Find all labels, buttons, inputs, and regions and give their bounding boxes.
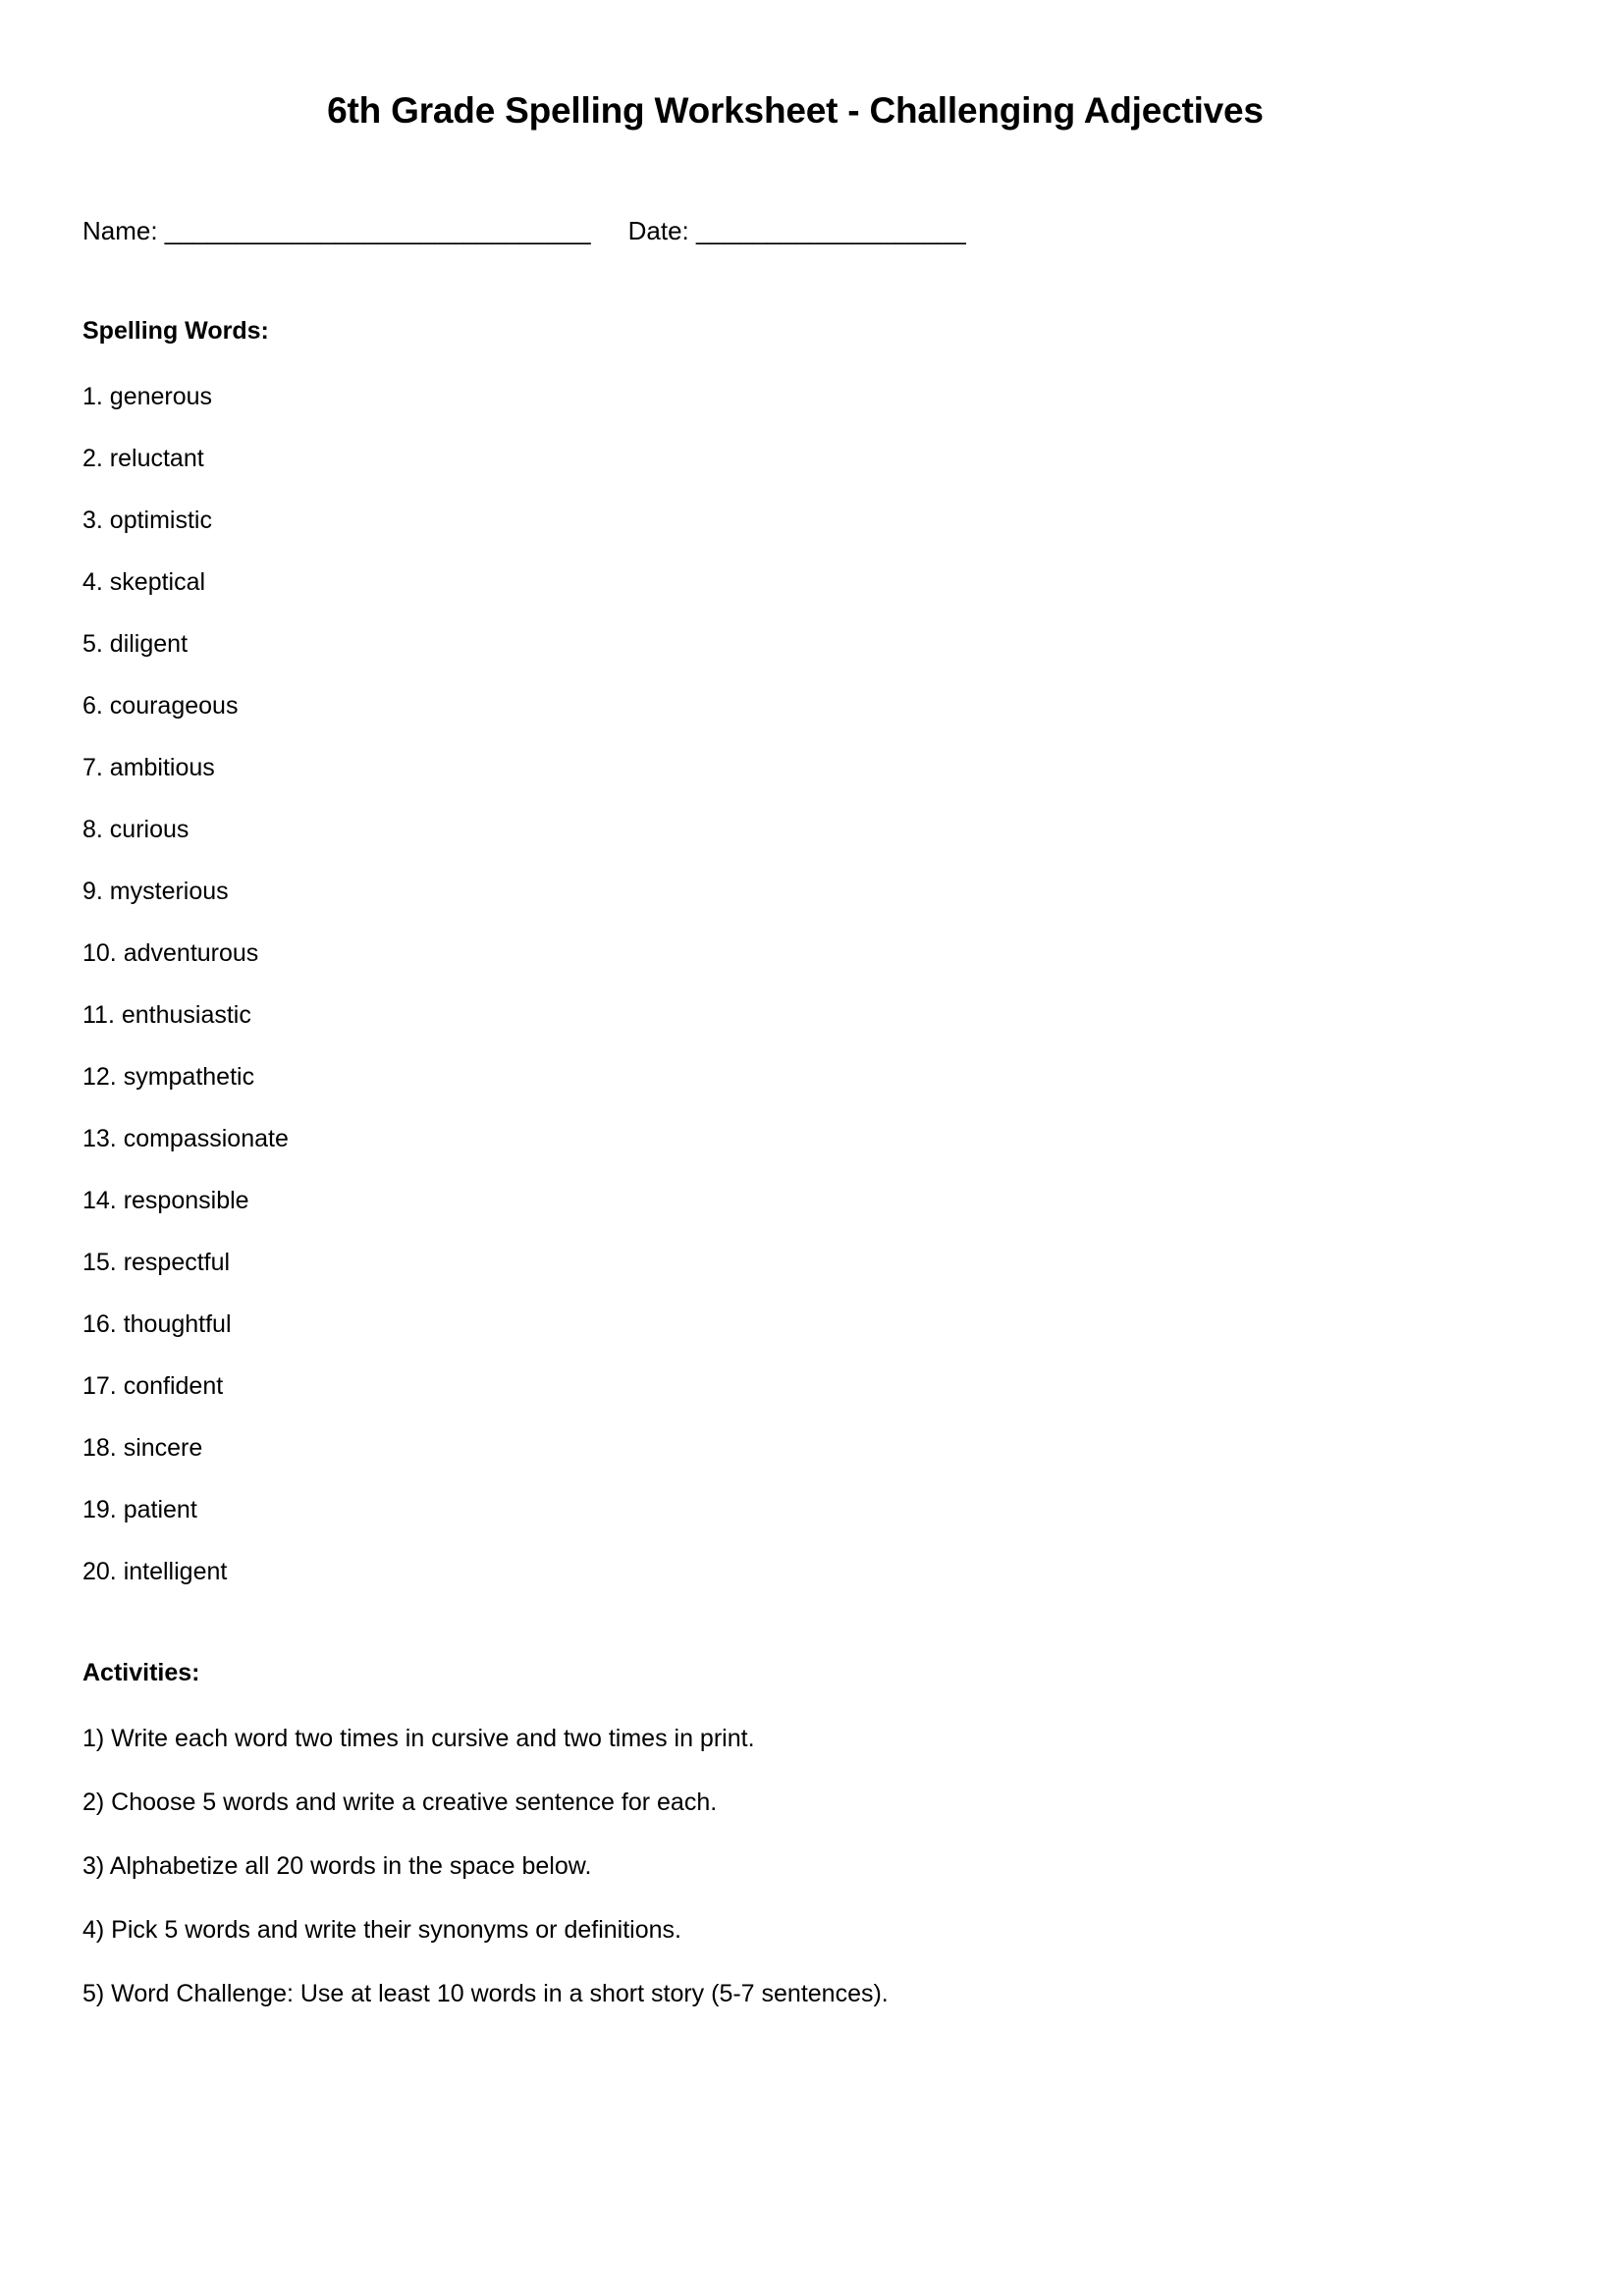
list-item: 15. respectful <box>82 1249 231 1276</box>
list-item: 5) Word Challenge: Use at least 10 words in a short story (5-7 sentences). <box>82 1980 889 2007</box>
list-item: 6. courageous <box>82 692 239 720</box>
activities-heading: Activities: <box>82 1659 200 1686</box>
list-item: 4) Pick 5 words and write their synonyms or definitions. <box>82 1916 681 1944</box>
list-item: 14. responsible <box>82 1187 249 1214</box>
list-item: 5. diligent <box>82 630 189 658</box>
list-item: 17. confident <box>82 1372 224 1400</box>
list-item: 2. reluctant <box>82 445 204 472</box>
list-item: 18. sincere <box>82 1434 203 1462</box>
date-field[interactable]: Date: ___________________ <box>627 216 966 245</box>
list-item: 8. curious <box>82 816 189 843</box>
list-item: 13. compassionate <box>82 1125 289 1152</box>
list-item: 10. adventurous <box>82 939 259 967</box>
list-item: 3. optimistic <box>82 507 212 534</box>
list-item: 2) Choose 5 words and write a creative sentence for each. <box>82 1789 718 1816</box>
list-item: 7. ambitious <box>82 754 215 781</box>
list-item: 11. enthusiastic <box>82 1001 251 1029</box>
list-item: 20. intelligent <box>82 1558 228 1585</box>
list-item: 9. mysterious <box>82 878 229 905</box>
list-item: 12. sympathetic <box>82 1063 255 1091</box>
list-item: 19. patient <box>82 1496 197 1523</box>
spelling-word-list <box>82 385 1508 1584</box>
list-item: 1) Write each word two times in cursive and two times in print. <box>82 1725 755 1752</box>
name-date-row <box>82 216 1508 246</box>
activity-list <box>82 1727 1508 2006</box>
list-item: 16. thoughtful <box>82 1310 232 1338</box>
list-item: 1. generous <box>82 383 213 410</box>
list-item: 4. skeptical <box>82 568 206 596</box>
spelling-words-heading: Spelling Words: <box>82 317 269 345</box>
page-title: 6th Grade Spelling Worksheet - Challenging Adjectives <box>327 90 1264 131</box>
list-item: 3) Alphabetize all 20 words in the space below. <box>82 1852 592 1880</box>
name-field[interactable]: Name: ______________________________ <box>82 216 591 245</box>
